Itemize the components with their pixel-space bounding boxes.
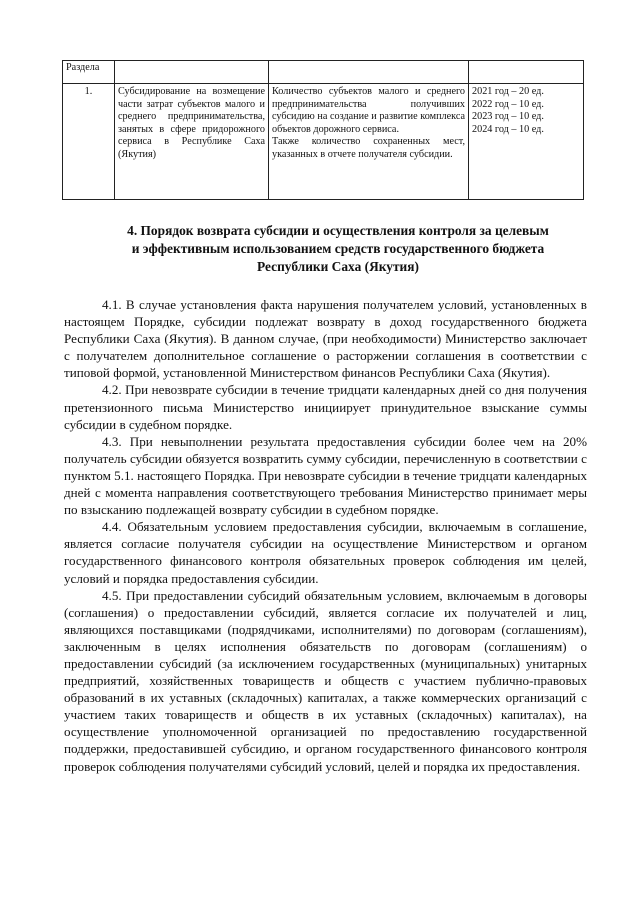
paragraph-4-1: 4.1. В случае установления факта нарушения получателем условий, установленных в настоящем Порядке, субсидии подлежат возврату в доход государственного бюджета Республики Саха (Якутия). В данном случае, (при необходимости) Министерство заключает с получателем дополнительное соглашение о расторжении соглашения в соответствии с типовой формой, установленной Министерством финансов Республики Саха (Якутия).	[64, 297, 587, 381]
paragraph-4-2: 4.2. При невозврате субсидии в течение тридцати календарных дней со дня получения претензионного письма Министерство инициирует принудительное взыскание суммы субсидии в судебном порядке.	[64, 382, 587, 432]
section-title-line: и эффективным использованием средств государственного бюджета	[131, 241, 545, 256]
indicator-text: Количество субъектов малого и среднего предпринимательства получивших субсидию на создание и развитие комплекса объектов дорожного сервиса.	[272, 86, 465, 135]
table-cell	[469, 61, 584, 84]
table-cell	[269, 61, 469, 84]
value-item: 2022 год – 10 ед.	[472, 98, 544, 110]
section-title-line: 4. Порядок возврата субсидии и осуществления контроля за целевым	[127, 223, 549, 238]
section-title	[78, 222, 598, 276]
table-header-row	[63, 61, 584, 84]
value-item: 2023 год – 10 ед.	[472, 111, 544, 123]
value-item: 2024 год – 10 ед.	[472, 123, 544, 135]
table-cell: Раздела	[63, 61, 115, 84]
table-cell	[115, 61, 269, 84]
indicator-note: Также количество сохраненных мест, указанных в отчете получателя субсидии.	[272, 136, 465, 160]
measure-name: Субсидирование на возмещение части затрат субъектов малого и среднего предпринимательства, занятых в сфере придорожного сервиса в Республике Саха (Якутия)	[115, 84, 269, 200]
section-title-line: Республики Саха (Якутия)	[257, 259, 419, 274]
indicators-table	[62, 60, 584, 200]
row-number: 1.	[63, 84, 115, 200]
paragraph-4-3: 4.3. При невыполнении результата предоставления субсидии более чем на 20% получатель субсидии обязуется возвратить сумму субсидии, перечисленную в соответствии с пунктом 5.1. настоящего Порядка. При невозврате субсидии в течение тридцати календарных дней с момента направления соответствующего требования Министерство принимает меры по взысканию подлежащей возврату субсидии в судебном порядке.	[64, 433, 588, 518]
section-body	[64, 296, 587, 775]
paragraph-4-5: 4.5. При предоставлении субсидий обязательным условием, включаемым в договоры (соглашения) о предоставлении субсидий, является согласие их получателей и лиц, являющихся поставщиками (подрядчиками, исполнителями) по договорам (соглашениям), заключенным в целях исполнения обязательств по договорам (соглашениям) о предоставлении субсидий (за исключением государственных (муниципальных) унитарных предприятий, хозяйственных товариществ и обществ с участием публично-правовых образований в их уставных (складочных) капиталах, а также коммерческих организаций с участием таких товариществ и обществ в их уставных (складочных) капиталах), на осуществление уполномоченной организацией по предоставлению государственной поддержки, предоставившей субсидию, и органом государственного финансового контроля проверок соблюдения получателями субсидий условий, целей и порядка их предоставления.	[64, 587, 587, 774]
value-item: 2021 год – 20 ед.	[472, 86, 544, 97]
table-row	[63, 84, 584, 200]
values-cell	[469, 84, 584, 200]
paragraph-4-4: 4.4. Обязательным условием предоставления субсидии, включаемым в соглашение, является согласие получателя субсидии на осуществление Министерством и органом государственного финансового контроля обязательных проверок соблюдения им целей, условий и порядка предоставления субсидии.	[64, 519, 587, 586]
indicator-cell	[269, 84, 469, 200]
